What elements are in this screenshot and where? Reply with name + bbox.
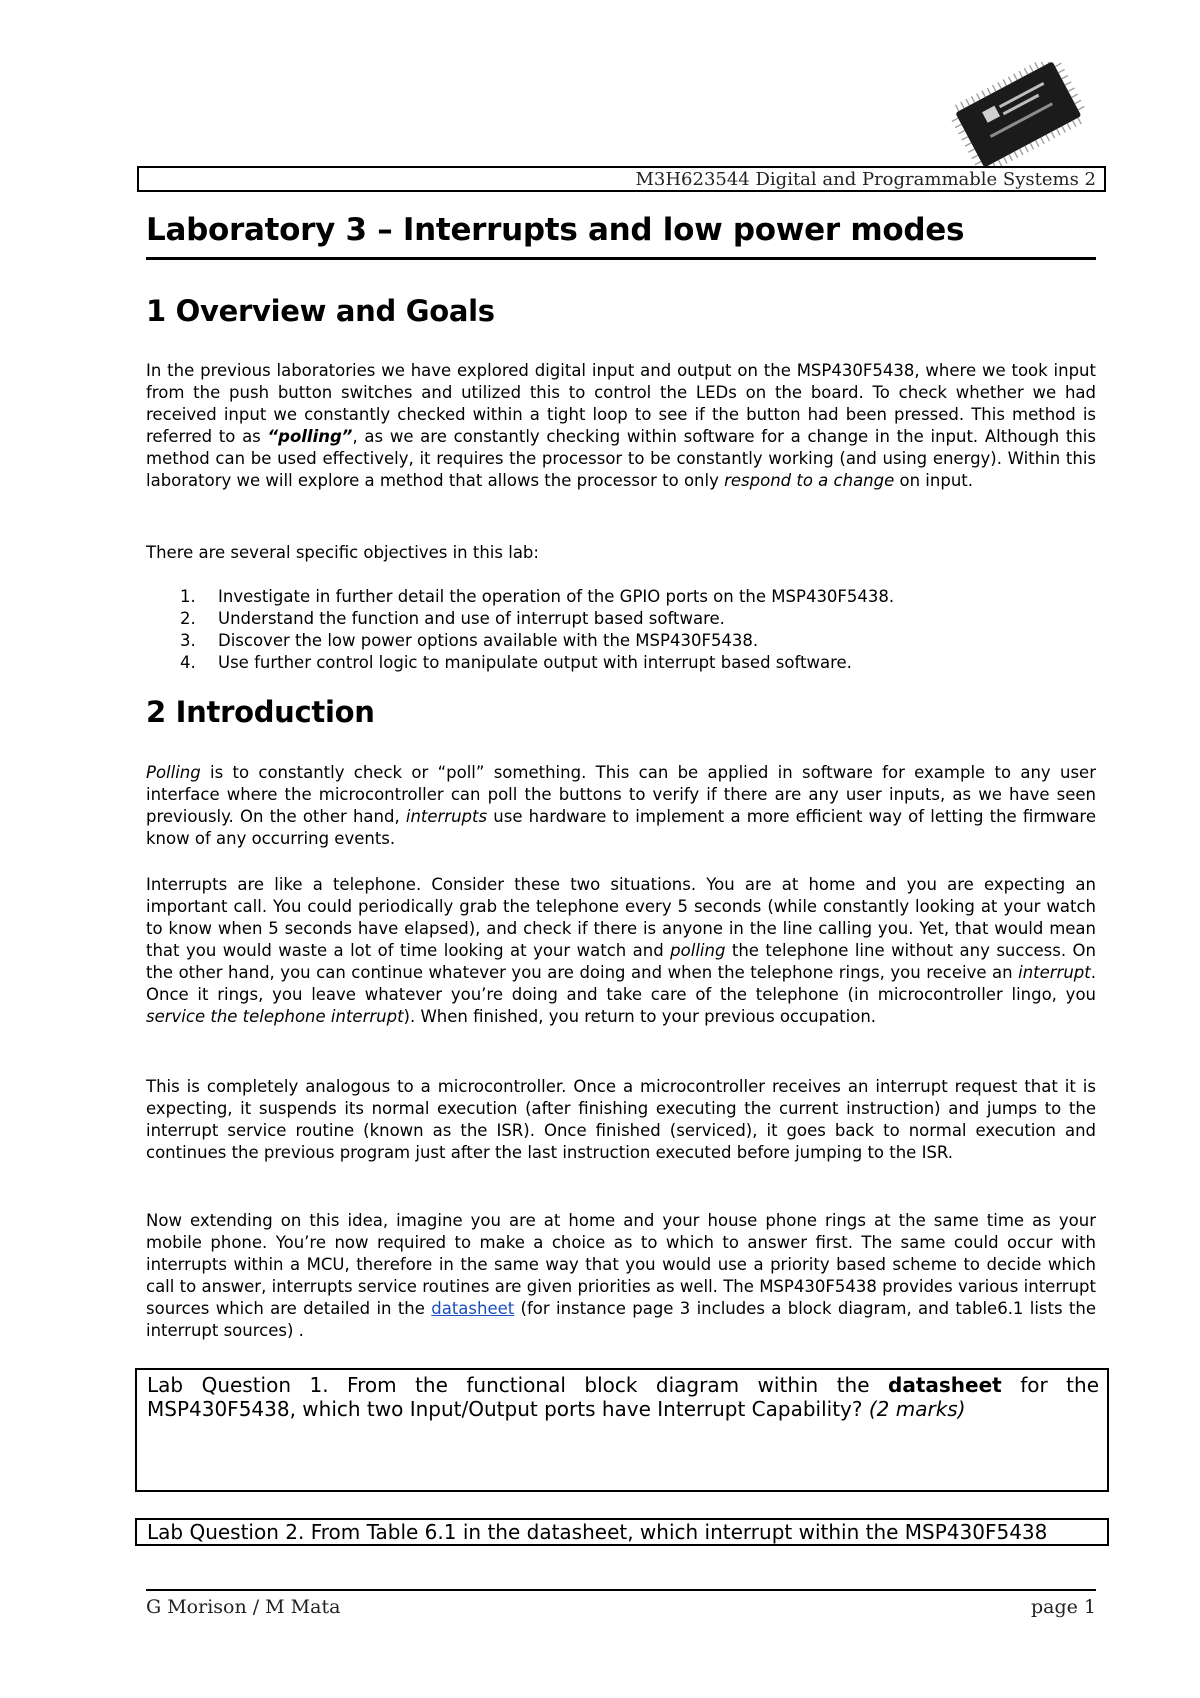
course-title: M3H623544 Digital and Programmable Systems 2 [635,169,1096,190]
lab-question-2-box[interactable]: Lab Question 2. From Table 6.1 in the datasheet, which interrupt within the MSP430F5438 [135,1518,1109,1546]
objectives-list [146,586,1096,674]
lab-question-1-box[interactable]: Lab Question 1. From the functional block diagram within the datasheet for the MSP430F5438, which two Input/Output ports have Interrupt Capability? (2 marks) [135,1368,1109,1492]
polling-paragraph: Polling is to constantly check or “poll” something. This can be applied in software for example to any user interface where the microcontroller can poll the buttons to verify if there are any user inputs, as we have seen previously. On the other hand, interrupts use hardware to implement a more efficient way of letting the firmware know of any occurring events. [146,763,1097,848]
section-heading-overview: 1 Overview and Goals [146,294,495,328]
course-header-box [137,166,1106,192]
analogy-paragraph: This is completely analogous to a microcontroller. Once a microcontroller receives an interrupt request that it is expecting, it suspends its normal execution (after finishing executing the current instruction) and jumps to the interrupt service routine (known as the ISR). Once finished (serviced), it goes back to normal execution and continues the previous program just after the last instruction executed before jumping to the ISR. [146,1077,1096,1162]
objectives-intro: There are several specific objectives in this lab: [146,543,539,562]
list-item: 1. Investigate in further detail the operation of the GPIO ports on the MSP430F5438. [180,587,895,606]
priority-paragraph: Now extending on this idea, imagine you are at home and your house phone rings at the same time as your mobile phone. You’re now required to make a choice as to which to answer first. The same could occur with interrupts within a MCU, therefore in the same way that you would use a priority based scheme to decide which call to answer, interrupts service routines are given priorities as well. The MSP430F5438 provides various interrupt sources which are detailed in the datasheet (for instance page 3 includes a block diagram, and table6.1 lists the interrupt sources) . [146,1211,1096,1340]
telephone-paragraph: Interrupts are like a telephone. Consider these two situations. You are at home and you are expecting an important call. You could periodically grab the telephone every 5 seconds (while constantly looking at your watch to know when 5 seconds have elapsed), and check if there is anyone in the line calling you. Yet, that would mean that you would waste a lot of time looking at your watch and polling the telephone line without any success. On the other hand, you can continue whatever you are doing and when the telephone rings, you receive an interrupt. Once it rings, you leave whatever you’re doing and take care of the telephone (in microcontroller lingo, you service the telephone interrupt). When finished, you return to your previous occupation. [146,875,1096,1026]
overview-paragraph: In the previous laboratories we have explored digital input and output on the MSP430F5438, where we took input from the push button switches and utilized this to control the LEDs on the board. To check whether we had received input we constantly checked within a tight loop to see if the button had been pressed. This method is referred to as “polling”, as we are constantly checking within software for a change in the input. Although this method can be used effectively, it requires the processor to be constantly working (and using energy). Within this laboratory we will explore a method that allows the processor to only respond to a change on input. [146,361,1096,490]
section-heading-introduction: 2 Introduction [146,695,375,729]
list-item: 2. Understand the function and use of interrupt based software. [180,609,725,628]
list-item: 4. Use further control logic to manipulate output with interrupt based software. [180,653,852,672]
lab-title: Laboratory 3 – Interrupts and low power modes [146,212,965,248]
list-item: 3. Discover the low power options available with the MSP430F5438. [180,631,759,650]
footer-divider [146,1589,1096,1591]
title-divider [146,257,1096,260]
msp430-chip-icon [943,62,1091,167]
footer-authors: G Morison / M Mata [146,1596,341,1618]
datasheet-link[interactable]: datasheet [431,1299,515,1318]
page-number: page 1 [1030,1596,1096,1618]
